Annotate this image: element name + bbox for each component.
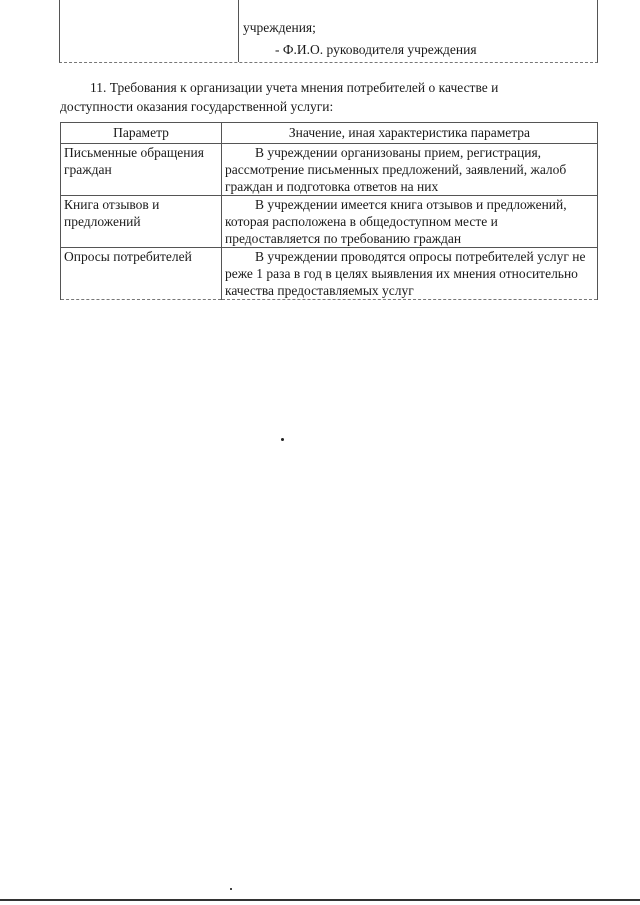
row-value-text: В учреждении организованы прием, регистрация, рассмотрение письменных предложений, заявлений, жалоб граждан и подготовка ответов на них bbox=[225, 145, 567, 194]
header-value: Значение, иная характеристика параметра bbox=[222, 123, 598, 144]
row-value bbox=[222, 196, 598, 248]
header-parameter: Параметр bbox=[61, 123, 222, 144]
continued-text-line-1: учреждения; bbox=[243, 20, 316, 35]
table-row bbox=[61, 144, 598, 196]
page-bottom-edge bbox=[0, 899, 640, 901]
continued-table-fragment bbox=[59, 0, 598, 63]
parameters-table bbox=[60, 122, 598, 300]
row-value bbox=[222, 144, 598, 196]
section-heading-line-2: доступности оказания государственной услуги: bbox=[60, 99, 334, 114]
row-parameter: Опросы потребителей bbox=[61, 248, 222, 300]
column-divider bbox=[238, 0, 239, 62]
table-header-row bbox=[61, 123, 598, 144]
section-heading-line-1: 11. Требования к организации учета мнения потребителей о качестве и bbox=[90, 80, 499, 95]
table-row bbox=[61, 248, 598, 300]
row-parameter: Письменные обращения граждан bbox=[61, 144, 222, 196]
row-parameter: Книга отзывов и предложений bbox=[61, 196, 222, 248]
table-row bbox=[61, 196, 598, 248]
scan-speck-bottom bbox=[230, 888, 232, 890]
row-value bbox=[222, 248, 598, 300]
section-heading bbox=[60, 78, 596, 116]
row-value-text: В учреждении имеется книга отзывов и предложений, которая расположена в общедоступном месте и предоставляется по требованию граждан bbox=[225, 197, 567, 246]
continued-text-line-2: - Ф.И.О. руководителя учреждения bbox=[275, 42, 477, 57]
row-value-text: В учреждении проводятся опросы потребителей услуг не реже 1 раза в год в целях выявления их мнения относительно качества предоставляемых услуг bbox=[225, 249, 586, 298]
scan-speck bbox=[281, 438, 284, 441]
